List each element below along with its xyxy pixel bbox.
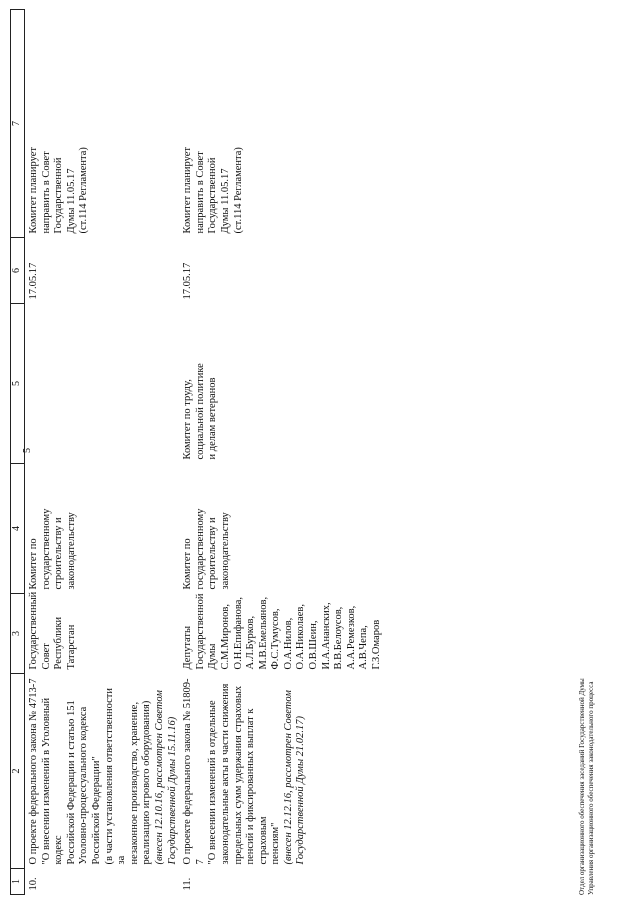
initiator-line: С.М.Миронов, (219, 604, 231, 670)
initiator-line: Депутаты (182, 625, 194, 670)
initiator-line: О.В.Шеин, (308, 620, 320, 670)
decision-line: Государственной (207, 157, 219, 234)
column-header-3: 3 (11, 594, 25, 674)
bill-note-line: Государственной Думы 15.11.16) (166, 716, 178, 865)
bill-description (25, 674, 180, 869)
bill-title-line: законодательные акты в части снижения (219, 683, 231, 865)
initiator-line: М.В.Емельянов, (257, 596, 269, 670)
decision-line: Комитет планирует (28, 147, 39, 234)
decision-line: (ст.114 Регламента) (232, 147, 244, 234)
initiator-line: А.В.Чепа, (358, 625, 370, 670)
bill-title-line: Российской Федерации и статью 151 (65, 700, 77, 865)
initiator-line: О.Н.Епифанова, (232, 596, 244, 670)
column-header-7: 7 (11, 10, 25, 238)
bill-title-line: пенсиям" (270, 822, 282, 865)
bill-title-line: незаконное производство, хранение, (128, 701, 140, 865)
committee-line: строительству и (207, 517, 219, 590)
initiator-line: А.А.Ремезков, (345, 605, 357, 670)
page-number: 5 (22, 448, 33, 453)
initiator-line: А.Л.Бурков, (245, 615, 257, 670)
committee-line: и делам ветеранов (207, 377, 219, 460)
bill-title-line: пенсий и фиксированных выплат к страховым (245, 708, 269, 865)
row-number: 10. (28, 877, 39, 891)
footer (578, 678, 596, 895)
bill-title-line: реализацию игрового оборудования) (141, 700, 153, 865)
column-header-1: 1 (11, 869, 25, 895)
initiator-line: Думы (207, 643, 219, 670)
committee-line: социальной политике (194, 363, 206, 460)
committee-line: строительству и (53, 517, 65, 590)
committee-line: Комитет по (182, 538, 194, 590)
decision-cell (25, 10, 180, 238)
initiator-line: Государственный (28, 591, 39, 670)
initiator-line: И.А.Ананских, (320, 602, 332, 670)
initiator-line: Ф.С.Тумусов, (270, 608, 282, 670)
initiator-line: Совет Республики (40, 616, 65, 670)
committee-line: законодательству (219, 512, 231, 590)
column-header-5: 5 (11, 304, 25, 464)
committee-line: Комитет по (28, 538, 39, 590)
bill-title-line: "О внесении изменений в отдельные (207, 700, 219, 865)
initiator-line: Г.З.Омаров (371, 619, 383, 670)
decision-line: Государственной (53, 157, 65, 234)
decision-cell (179, 10, 384, 238)
responsible-committee-cell (179, 464, 384, 594)
decision-line: направить в Совет (194, 151, 206, 234)
date-cell: 17.05.17 (182, 262, 194, 300)
co-executor-cell (25, 304, 180, 464)
co-executor-cell (179, 304, 384, 464)
committee-line: законодательству (65, 512, 77, 590)
bill-note-line: (внесен 12.12.16, рассмотрен Советом (282, 690, 294, 865)
date-cell: 17.05.17 (28, 262, 39, 300)
table-row (179, 10, 384, 895)
responsible-committee-cell (25, 464, 180, 594)
decision-line: Думы 11.05.17 (65, 168, 77, 234)
bill-title-line: "О внесении изменений в Уголовный кодекс (40, 697, 65, 865)
initiator-line: О.А.Нилов, (282, 617, 294, 670)
decision-line: направить в Совет (40, 151, 52, 234)
bill-note-line: Государственной Думы 21.02.17) (295, 716, 307, 865)
bill-heading: О проекте федерального закона № 51809-7 (182, 678, 206, 865)
initiator-cell (179, 594, 384, 674)
initiator-line: Татарстан (65, 624, 77, 670)
bill-description (179, 674, 384, 869)
committee-line: государственному (194, 508, 206, 590)
table-header-row (11, 10, 25, 895)
committee-line: Комитет по труду, (182, 379, 194, 460)
initiator-line: В.В.Белоусов, (333, 606, 345, 670)
decision-line: Комитет планирует (182, 147, 194, 234)
column-header-2: 2 (11, 674, 25, 869)
bill-title-line: Уголовно-процессуального кодекса (78, 706, 90, 865)
initiator-cell (25, 591, 180, 674)
bill-heading: О проекте федерального закона № 4713-7 (28, 678, 39, 865)
initiator-line: Государственной (194, 593, 206, 670)
row-number: 11. (182, 877, 194, 891)
initiator-line: О.А.Николаев, (295, 604, 307, 670)
bill-title-line: предельных сумм удержания страховых (232, 685, 244, 865)
bills-table (10, 9, 384, 895)
bill-title-line: (в части установления ответственности за (103, 688, 128, 865)
table-row (25, 10, 180, 895)
bill-title-line: Российской Федерации" (90, 756, 102, 865)
column-header-6: 6 (11, 238, 25, 304)
decision-line: Думы 11.05.17 (219, 168, 231, 234)
footer-directorate-line: Управления организационного обеспечения законодательного процесса (587, 681, 595, 895)
decision-line: (ст.114 Регламента) (78, 147, 90, 234)
bill-note-line: (внесен 12.10.16, рассмотрен Советом (153, 690, 165, 865)
footer-department-line: Отдел организационного обеспечения заседаний Государственной Думы (578, 678, 586, 895)
column-header-4: 4 (11, 464, 25, 594)
committee-line: государственному (40, 508, 52, 590)
